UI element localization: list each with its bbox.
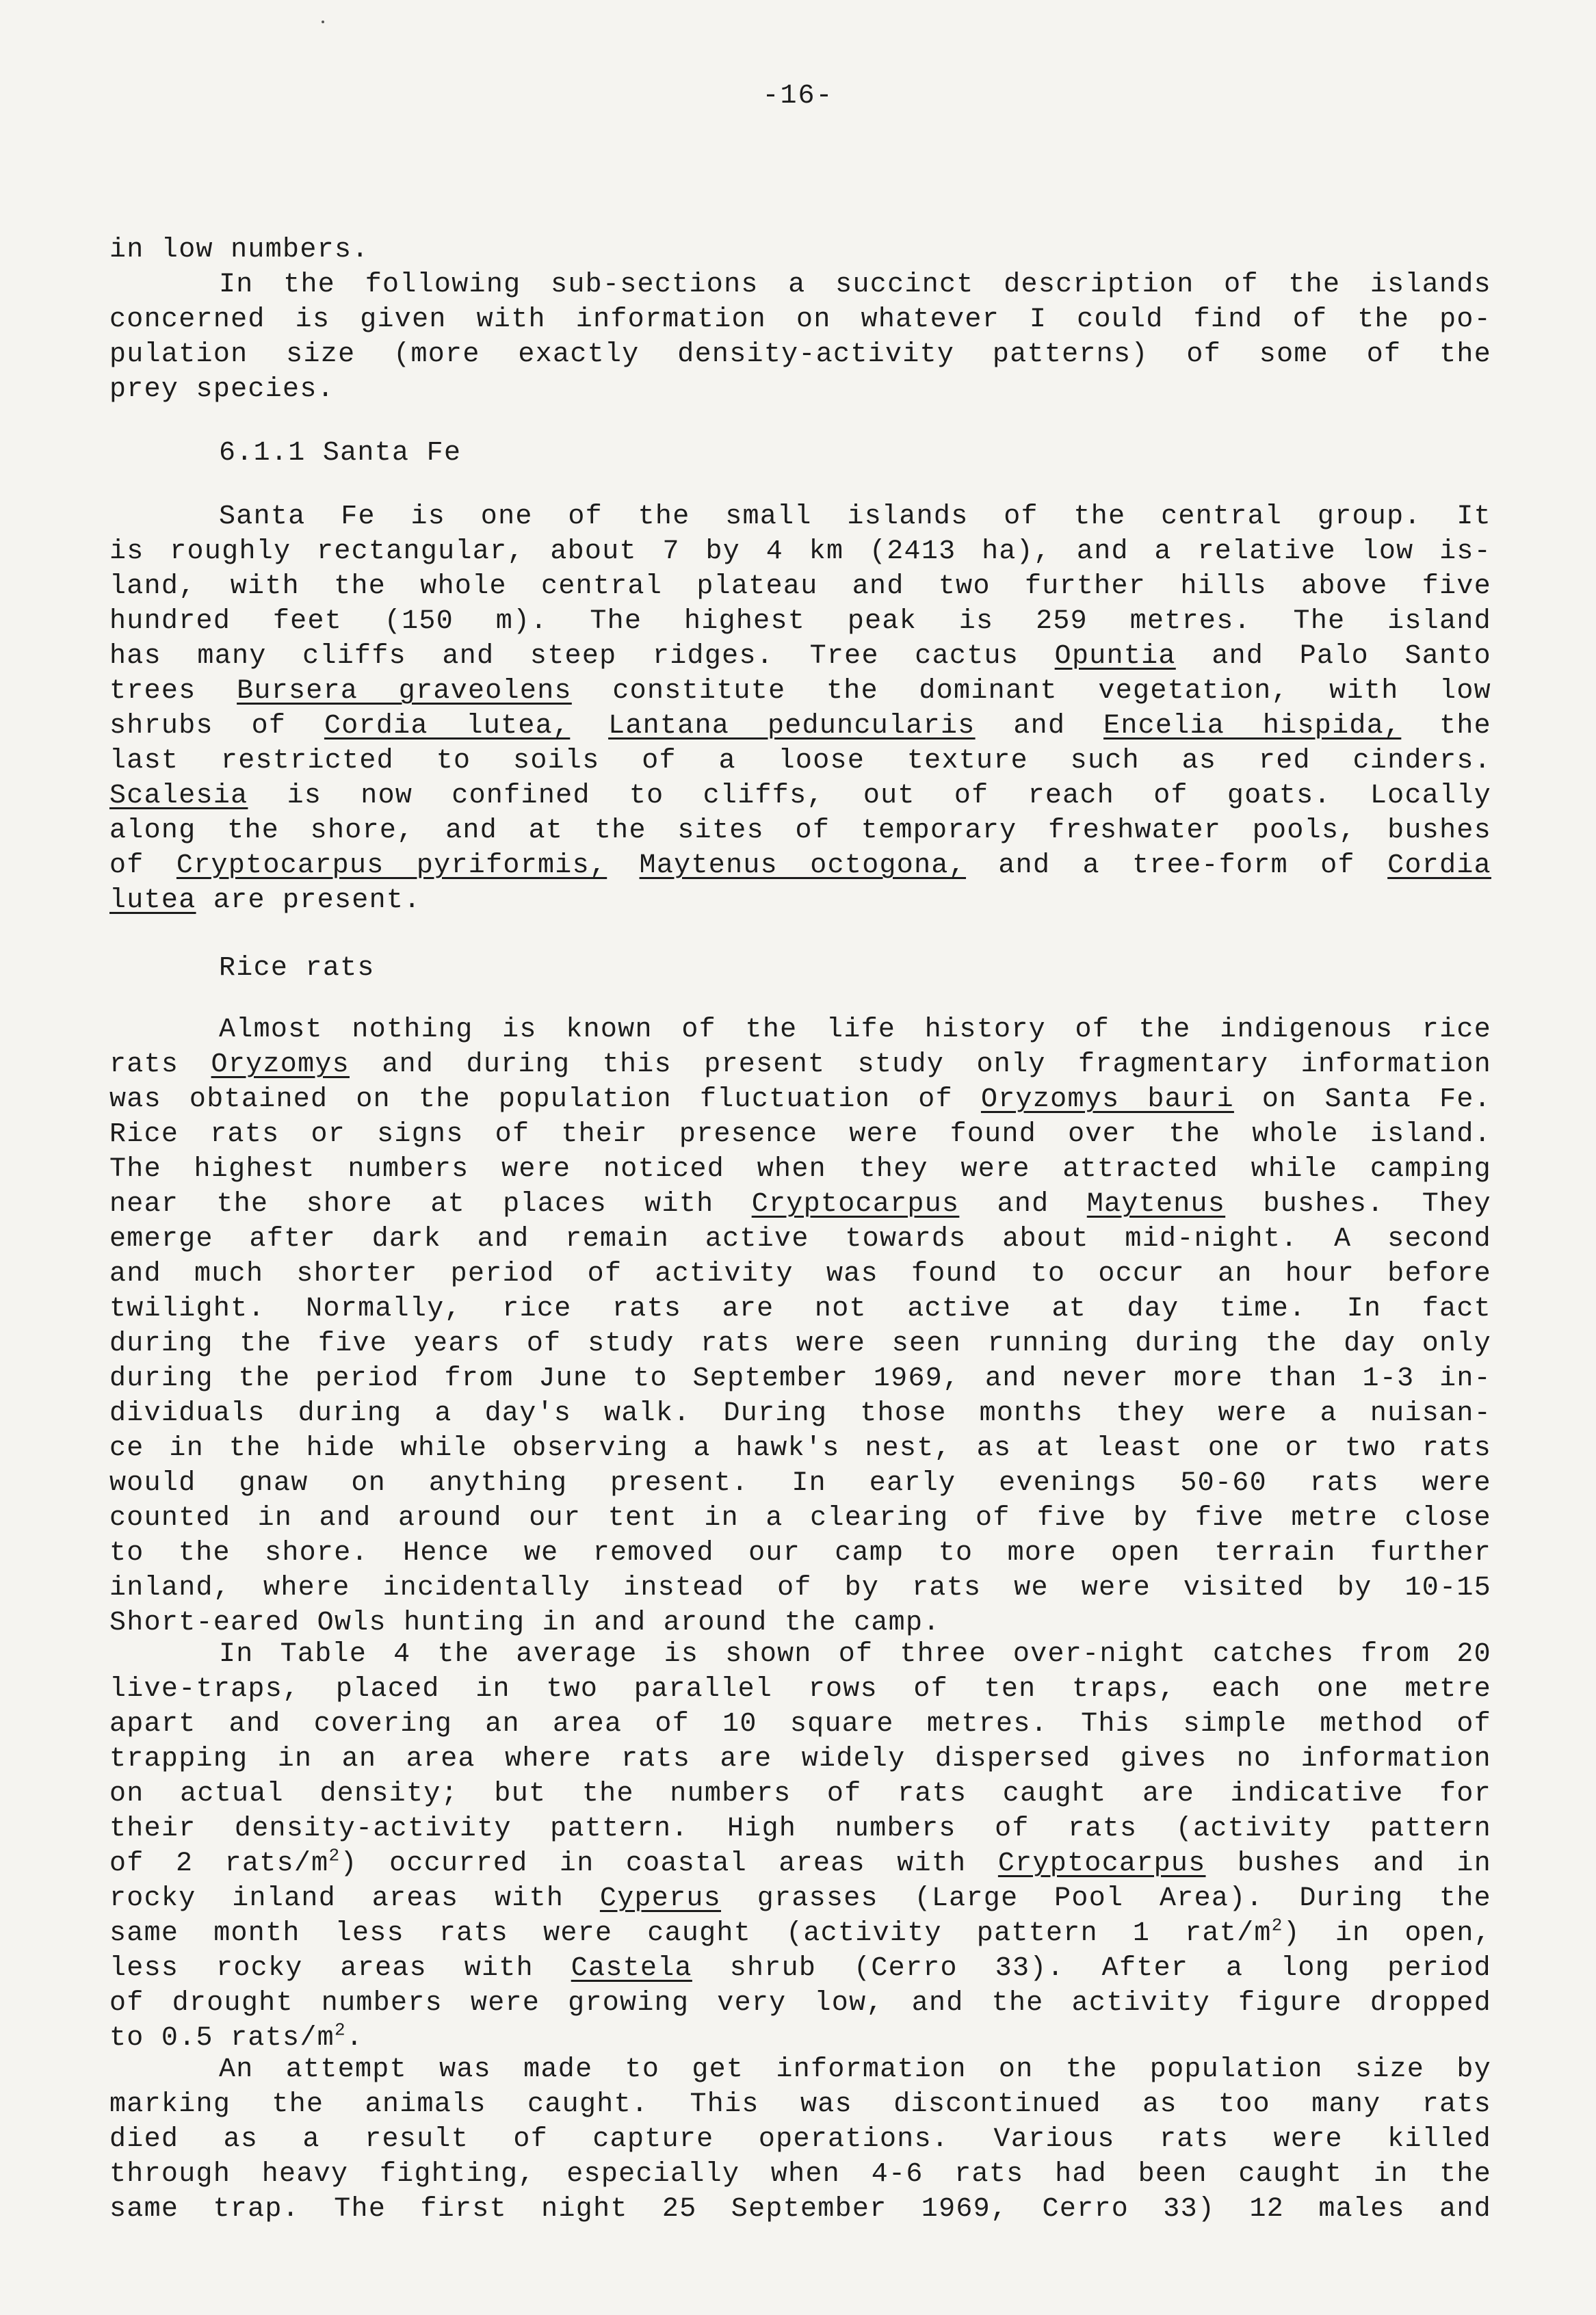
species-name: Cryptocarpus pyriformis, [176, 850, 607, 881]
marking-paragraph [109, 2052, 1491, 2227]
text-line: during the period from June to September 1969, and never more than 1-3 in- [109, 1363, 1491, 1394]
species-name: Bursera graveolens [237, 676, 572, 707]
text-line: to the shore. Hence we removed our camp to more open terrain further [109, 1538, 1491, 1569]
text-span: ) occurred in coastal areas with [340, 1848, 967, 1879]
text-line [109, 1047, 1491, 1082]
superscript: 2 [334, 2019, 346, 2041]
text-span: ) in open, [1283, 1918, 1491, 1949]
rice-rats-paragraph [109, 1012, 1491, 1640]
text-line: The highest numbers were noticed when they were attracted while camping [109, 1154, 1491, 1185]
text-line: Short-eared Owls hunting in and around the camp. [109, 1608, 941, 1638]
text-line: dividuals during a day's walk. During those months they were a nuisan- [109, 1398, 1491, 1429]
text-line: through heavy fighting, especially when 4-6 rats had been caught in the [109, 2159, 1491, 2190]
text-line: trapping in an area where rats are widely dispersed gives no information [109, 1744, 1491, 1775]
text-line: on actual density; but the numbers of rats caught are indicative for [109, 1779, 1491, 1809]
text-line: inland, where incidentally instead of by rats we were visited by 10-15 [109, 1573, 1491, 1604]
text-line: ce in the hide while observing a hawk's nest, as at least one or two rats [109, 1433, 1491, 1464]
intro-paragraph [109, 233, 1491, 407]
text-line [109, 1951, 1491, 1986]
species-name: Opuntia [1054, 641, 1176, 672]
species-name: Cordia [1387, 850, 1491, 881]
text-span: . [345, 2023, 364, 2054]
text-line: emerge after dark and remain active towards about mid-night. A second [109, 1224, 1491, 1255]
text-line: land, with the whole central plateau and two further hills above five [109, 571, 1491, 602]
text-span: to 0.5 rats/m [109, 2023, 335, 2054]
text-span: bushes. They [1263, 1189, 1491, 1220]
species-name: Castela [571, 1953, 692, 1984]
species-name: Oryzomys [211, 1049, 350, 1080]
species-name: Scalesia [109, 781, 248, 811]
text-line: In the following sub-sections a succinct description of the islands [219, 270, 1491, 300]
text-span: grasses (Large Pool Area). During the [757, 1883, 1491, 1914]
text-span: the [1439, 711, 1491, 742]
text-line: concerned is given with information on whatever I could find of the po- [109, 304, 1491, 335]
text-span: of [109, 850, 144, 881]
text-span: is now confined to cliffs, out of reach of goats. Locally [287, 781, 1491, 811]
text-line: In Table 4 the average is shown of three over-night catches from 20 [219, 1639, 1491, 1670]
text-span: was obtained on the population fluctuation of [109, 1084, 953, 1115]
text-line [109, 848, 1491, 883]
text-line: and much shorter period of activity was found to occur an hour before [109, 1259, 1491, 1290]
text-span: rocky inland areas with [109, 1883, 564, 1914]
text-line: died as a result of capture operations. Various rats were killed [109, 2124, 1491, 2155]
text-line: counted in and around our tent in a clearing of five by five metre close [109, 1503, 1491, 1534]
text-span: and a tree-form of [998, 850, 1355, 881]
text-span: of 2 rats/m [109, 1848, 329, 1879]
text-line [109, 2021, 1491, 2056]
species-name: Oryzomys bauri [980, 1084, 1234, 1115]
superscript: 2 [1271, 1916, 1283, 1936]
text-span: shrub (Cerro 33). After a long period [729, 1953, 1491, 1984]
text-span: same month less rats were caught (activity pattern 1 rat/m [109, 1918, 1272, 1949]
text-line: Rice rats or signs of their presence were found over the whole island. [109, 1119, 1491, 1150]
text-line: in low numbers. [109, 235, 369, 265]
text-line [109, 779, 1491, 813]
text-line: last restricted to soils of a loose texture such as red cinders. [109, 746, 1491, 776]
section-heading: 6.1.1 Santa Fe [219, 438, 462, 469]
page-number: -16- [762, 81, 834, 112]
text-line: Almost nothing is known of the life history of the indigenous rice [219, 1015, 1491, 1045]
text-line: is roughly rectangular, about 7 by 4 km (2413 ha), and a relative low is- [109, 536, 1491, 567]
text-span: and Palo Santo [1212, 641, 1491, 672]
superscript: 2 [328, 1846, 341, 1866]
text-line: prey species. [109, 374, 335, 405]
text-line [109, 1846, 1491, 1881]
text-line: twilight. Normally, rice rats are not active at day time. In fact [109, 1294, 1491, 1324]
text-line [109, 639, 1491, 674]
text-line [109, 1082, 1491, 1117]
text-span: and during this present study only fragmentary information [382, 1049, 1491, 1080]
species-name: Cyperus [599, 1883, 722, 1914]
text-span: are present. [213, 885, 421, 916]
text-line [109, 1187, 1491, 1222]
text-line: of drought numbers were growing very low, and the activity figure dropped [109, 1988, 1491, 2019]
text-line: live-traps, placed in two parallel rows of ten traps, each one metre [109, 1674, 1491, 1705]
text-span: near the shore at places with [109, 1189, 714, 1220]
text-span: bushes and in [1237, 1848, 1491, 1879]
species-name: Cryptocarpus [751, 1189, 960, 1220]
species-name: Maytenus octogona, [639, 850, 967, 881]
species-name: Cordia lutea, [324, 711, 571, 742]
text-span: and [997, 1189, 1049, 1220]
species-name: lutea [109, 885, 196, 916]
table4-paragraph [109, 1637, 1491, 2056]
text-line: during the five years of study rats were seen running during the day only [109, 1329, 1491, 1359]
text-line: An attempt was made to get information on the population size by [219, 2054, 1491, 2085]
text-span: shrubs of [109, 711, 287, 742]
text-span: on Santa Fe. [1261, 1084, 1491, 1115]
text-line [109, 674, 1491, 709]
text-line: would gnaw on anything present. In early evenings 50-60 rats were [109, 1468, 1491, 1499]
species-name: Maytenus [1086, 1189, 1226, 1220]
text-line: their density-activity pattern. High numbers of rats (activity pattern [109, 1814, 1491, 1844]
text-span: less rocky areas with [109, 1953, 534, 1984]
subsection-heading: Rice rats [219, 953, 375, 984]
ink-speck [322, 21, 324, 23]
text-line: apart and covering an area of 10 square metres. This simple method of [109, 1709, 1491, 1740]
text-span: constitute the dominant vegetation, with low [612, 676, 1491, 707]
text-line: pulation size (more exactly density-activity patterns) of some of the [109, 339, 1491, 370]
text-line: marking the animals caught. This was discontinued as too many rats [109, 2089, 1491, 2120]
text-line [109, 709, 1491, 744]
text-line [109, 883, 1491, 918]
text-line: Santa Fe is one of the small islands of the central group. It [219, 501, 1491, 532]
text-line: along the shore, and at the sites of temporary freshwater pools, bushes [109, 815, 1491, 846]
text-line: same trap. The first night 25 September 1969, Cerro 33) 12 males and [109, 2194, 1491, 2225]
species-name: Lantana peduncularis [608, 711, 976, 742]
species-name: Cryptocarpus [997, 1848, 1206, 1879]
text-span: trees [109, 676, 196, 707]
text-span: and [1013, 711, 1066, 742]
species-name: Encelia hispida, [1103, 711, 1402, 742]
text-line: hundred feet (150 m). The highest peak is 259 metres. The island [109, 606, 1491, 637]
santa-fe-paragraph [109, 499, 1491, 918]
text-span: has many cliffs and steep ridges. Tree cactus [109, 641, 1019, 672]
text-line [109, 1916, 1491, 1951]
text-line [109, 1881, 1491, 1916]
text-span: rats [109, 1049, 179, 1080]
